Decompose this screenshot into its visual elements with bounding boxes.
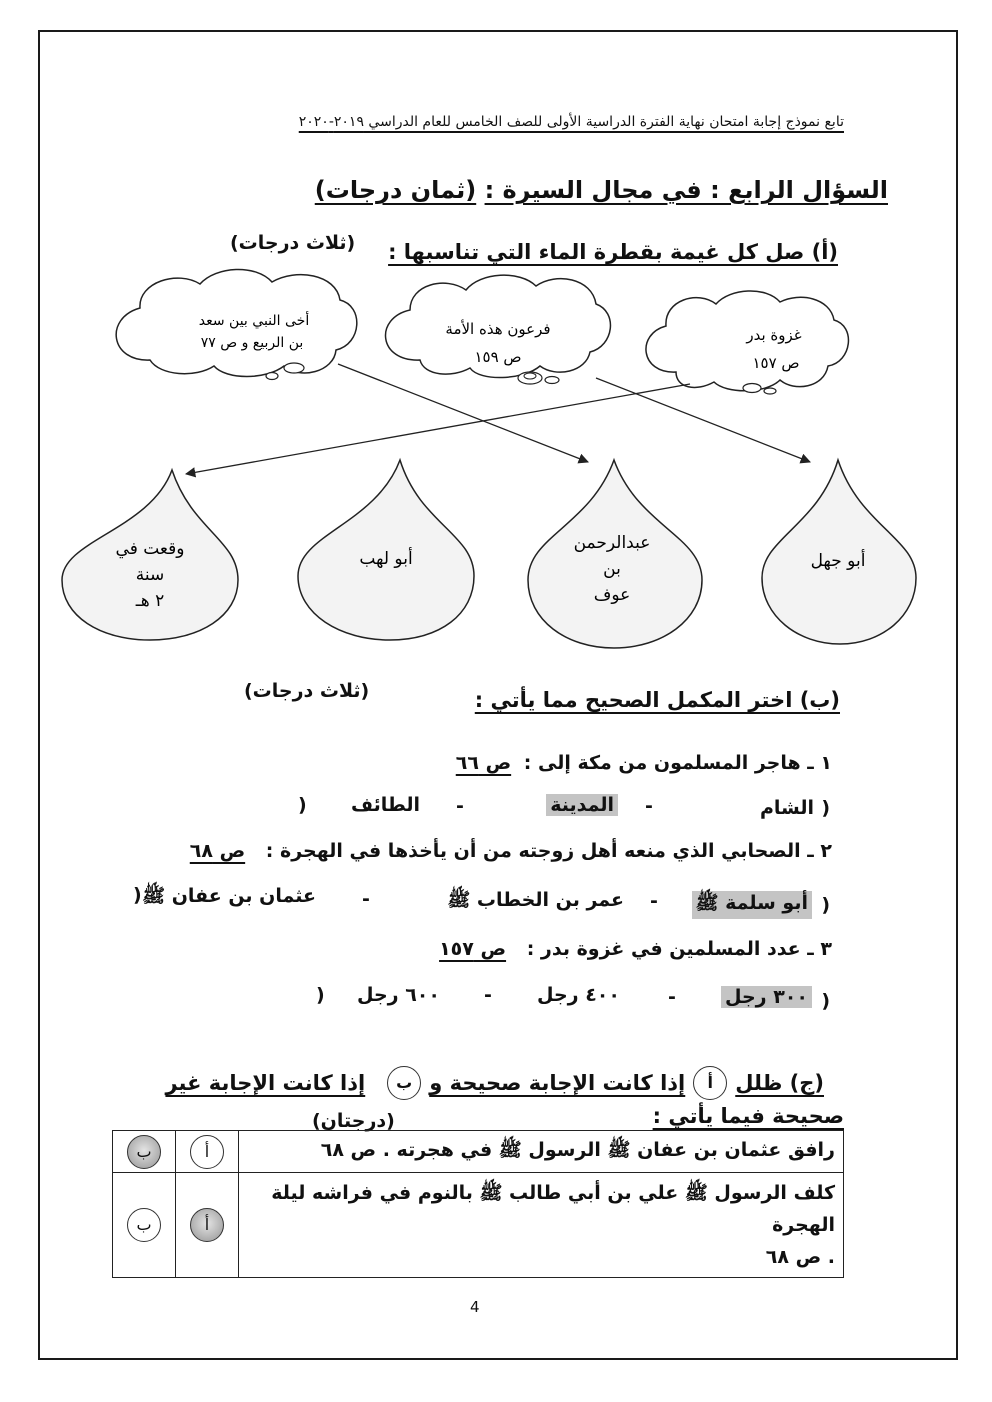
part-c-instruction-line1 xyxy=(165,1066,824,1100)
drop-1 xyxy=(62,470,238,640)
drop-1-line1: وقعت في xyxy=(115,539,185,559)
cloud-1 xyxy=(116,269,357,379)
tf-row-2-statement-line1: كلف الرسول ﷺ علي بن أبي طالب ﷺ بالنوم في فراشه ليلة الهجرة xyxy=(271,1182,835,1236)
part-a-marks: (ثلاث درجات) xyxy=(230,232,356,254)
question-marks: (ثمان درجات) xyxy=(314,176,477,204)
mcq-3-option-3[interactable]: ٦٠٠ رجل xyxy=(356,984,440,1006)
mcq-3-stem-row xyxy=(439,938,832,960)
tf-row-2-statement-line2: . ص ٦٨ xyxy=(765,1246,835,1268)
cloud-1-line2: بن الربيع و ص ٧٧ xyxy=(200,335,304,351)
mcq-2-option-1-selected[interactable]: أبو سلمة ﷺ xyxy=(692,891,812,919)
page-number: 4 xyxy=(470,1298,480,1316)
cloud-1-line1: أخى النبي بين سعد xyxy=(198,313,310,329)
part-b-instruction-text: (ب) اختر المكمل الصحيح مما يأتي : xyxy=(474,688,840,712)
mcq-3-ref: ص ١٥٧ xyxy=(439,938,507,960)
cloud-2-line2: ص ١٥٩ xyxy=(474,348,522,366)
mcq-2-option-3[interactable]: عثمان بن عفان ﷺ xyxy=(142,885,316,907)
cloud-3 xyxy=(646,291,848,394)
tf-row-1 xyxy=(113,1131,844,1173)
tf-row-1-a-cell[interactable] xyxy=(176,1131,239,1173)
cloud-2-line1: فرعون هذه الأمة xyxy=(445,320,551,338)
drop-3-line2: بن xyxy=(603,559,621,579)
mcq-3-option-1-selected[interactable]: ٣٠٠ رجل xyxy=(721,986,812,1008)
tf-row-1-circle-b-shaded[interactable]: ب xyxy=(127,1135,161,1169)
mcq-3-dash-2: - xyxy=(484,984,492,1006)
tf-row-1-circle-a[interactable]: أ xyxy=(190,1135,224,1169)
drop-3-line3: عوف xyxy=(593,585,631,605)
mcq-2-stem-row xyxy=(190,840,832,862)
tf-row-1-b-cell[interactable] xyxy=(113,1131,176,1173)
mcq-1-open-paren: ( xyxy=(821,797,830,819)
mcq-1-dash-2: - xyxy=(456,795,464,817)
part-c-marks: (درجتان) xyxy=(312,1110,395,1132)
drop-4 xyxy=(762,460,916,644)
tf-row-2-circle-b[interactable]: ب xyxy=(127,1208,161,1242)
tf-row-2 xyxy=(113,1173,844,1278)
drop-3 xyxy=(528,460,702,648)
mcq-1-option-3[interactable]: الطائف xyxy=(350,794,420,816)
legend-circle-a: أ xyxy=(693,1066,727,1100)
arrow-cloud2-drop4 xyxy=(596,378,810,462)
header-text: تابع نموذج إجابة امتحان نهاية الفترة الدراسية الأولى للصف الخامس للعام الدراسي ٢٠١٩-٢٠٢٠ xyxy=(298,114,844,130)
drop-3-line1: عبدالرحمن xyxy=(573,533,651,553)
mcq-1-option-1[interactable]: الشام xyxy=(759,797,814,819)
tf-row-2-b-cell[interactable] xyxy=(113,1173,176,1278)
drop-1-line2: سنة xyxy=(135,565,165,585)
part-c-instruction-line2 xyxy=(653,1104,844,1128)
tf-row-1-statement: رافق عثمان بن عفان ﷺ الرسول ﷺ في هجرته . ص ٦٨ xyxy=(239,1131,844,1173)
part-a-instruction-text: (أ) صل كل غيمة بقطرة الماء التي تناسبها : xyxy=(388,240,838,264)
mcq-2-option-2[interactable]: عمر بن الخطاب ﷺ xyxy=(447,889,624,911)
mcq-3-option-2[interactable]: ٤٠٠ رجل xyxy=(536,984,620,1006)
mcq-3-close-paren: ) xyxy=(316,984,325,1006)
mcq-1-ref: ص ٦٦ xyxy=(455,752,512,774)
mcq-2-ref: ص ٦٨ xyxy=(189,840,246,862)
mcq-3-stem: ٣ ـ عدد المسلمين في غزوة بدر : xyxy=(526,938,832,960)
mcq-1-stem-row xyxy=(456,752,832,774)
mcq-1-stem: ١ ـ هاجر المسلمون من مكة إلى : xyxy=(523,752,832,774)
part-c-label: (ج) ظلل xyxy=(735,1071,824,1095)
drop-1-line3: ٢ هـ xyxy=(135,591,165,611)
mcq-2-stem: ٢ ـ الصحابي الذي منعه أهل زوجته من أن يأخذها في الهجرة : xyxy=(265,840,832,862)
cloud-3-line1: غزوة بدر xyxy=(746,326,802,344)
cloud-3-line2: ص ١٥٧ xyxy=(752,354,800,372)
tf-row-2-circle-a-shaded[interactable]: أ xyxy=(190,1208,224,1242)
true-false-table xyxy=(112,1130,844,1278)
mcq-3-open-paren: ( xyxy=(821,990,830,1012)
drop-2 xyxy=(298,460,474,640)
mcq-1-close-paren: ) xyxy=(298,794,307,816)
mcq-2-close-paren: ) xyxy=(133,884,142,906)
tf-row-2-a-cell[interactable] xyxy=(176,1173,239,1278)
mcq-2-dash-2: - xyxy=(362,888,370,910)
drop-4-line1: أبو جهل xyxy=(810,551,866,571)
part-b-marks: (ثلاث درجات) xyxy=(244,680,370,702)
part-b-instruction xyxy=(475,688,840,712)
mcq-3-dash-1: - xyxy=(668,986,676,1008)
drop-2-line1: أبو لهب xyxy=(359,549,413,569)
part-c-middle: إذا كانت الإجابة صحيحة و xyxy=(429,1071,686,1095)
cloud-2 xyxy=(386,275,611,384)
mcq-1-dash-1: - xyxy=(645,795,653,817)
tf-row-2-statement xyxy=(239,1173,844,1278)
mcq-2-dash-1: - xyxy=(650,890,658,912)
part-c-line2-text: صحيحة فيما يأتي : xyxy=(652,1104,844,1128)
legend-circle-b: ب xyxy=(387,1066,421,1100)
part-c-end: إذا كانت الإجابة غير xyxy=(165,1071,366,1095)
mcq-1-option-2-selected[interactable]: المدينة xyxy=(546,794,618,816)
question-title: السؤال الرابع : في مجال السيرة : xyxy=(484,176,888,204)
mcq-2-open-paren: ( xyxy=(821,894,830,916)
